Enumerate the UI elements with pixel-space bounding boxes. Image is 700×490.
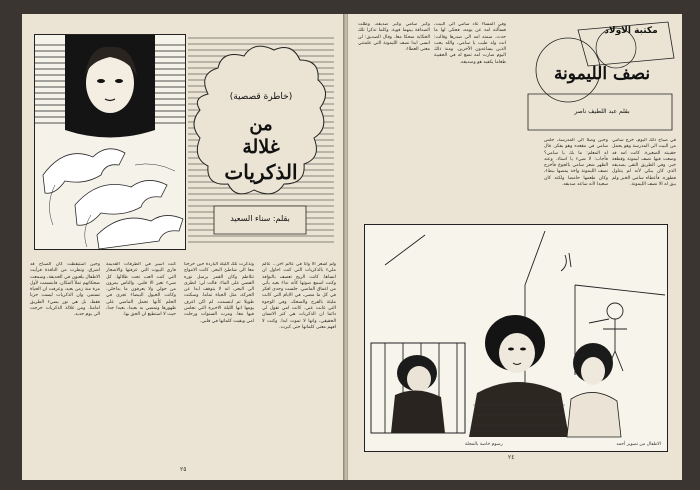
left-page-column-4 xyxy=(30,262,100,462)
column-text: كنت اسير في الطرقات القديمة فارى البيوت التي عرفتها والاشجار التي كنت العب تحت ظلالها. كل شيء تغير الا قلبي. والناس يمرون من حولي ولا يعرفون ما بداخلي. وكانت الخيول البيضاء تجري في الحلم كأنها تحمل الماضي على ظهورها وتمضي به بعيدا، بعيدا جدا، حيث لا استطيع ان الحق بها. xyxy=(106,262,176,318)
left-page-column-2 xyxy=(184,262,254,462)
right-page xyxy=(348,14,682,480)
column-text: وحين استيقظت كان الصباح قد اشرق، ونظرت من النافذة فرأيت الاطفال يلعبون في الحديقة، وسمعت ضحكاتهم تملأ المكان. فابتسمت لأول مرة منذ زمن بعيد، وعرفت ان الحياة تستمر، وان الذكريات ليست حزنا فقط، بل هي نور يضيء الطريق امامنا. ومن غلالة الذكريات خرجت الى يوم جديد. xyxy=(30,262,100,318)
left-page-number: ٢٥ xyxy=(180,466,187,473)
right-page-column-3 xyxy=(434,22,506,218)
children-window-drawing xyxy=(365,225,667,451)
right-page-column-4 xyxy=(358,22,430,218)
right-page-number: ٢٤ xyxy=(508,454,515,461)
right-page-column-2 xyxy=(544,138,608,218)
column-text: وفي المساء عاد سامي الى البيت، فسألته امه عن يومه، فحكى لها ما حدث. ضمته امه الى صدرها وقالت: انت ولد طيب يا سامي، والله يحب الذين يساعدون الآخرين. ومنذ ذلك اليوم صارت امه تضع له في الحقيبة طعاما يكفيه هو وصديقه. xyxy=(434,22,506,65)
story-title-line-1: من xyxy=(249,114,273,135)
column-text: وكبر سامي وكبر صديقه، وظلت الصداقة بينهما قوية. وكلما تذكرا تلك الحكاية ضحكا معا، وقال الصديق: لن انسى ابدا نصف الليمونة التي علمتني معنى العطاء. xyxy=(358,22,430,53)
section-header-label: مكتبة الاولاد xyxy=(604,26,658,36)
woman-horses-drawing xyxy=(35,35,185,249)
section-label: (خاطرة قصصية) xyxy=(229,92,293,102)
illustration-caption-left: رسوم خاصة بالمجلة xyxy=(465,442,503,447)
column-text: وحين وصلا الى المدرسة، جلس سامي في مقعده وهو يفكر. قال له المعلم: ما بك يا سامي؟ فأجاب: لا شيء يا استاذ. وعند الظهر شعر سامي بالجوع فأخرج نصف الليمونة واخذ يمصها ببطء، وكان طعمها حامضا ولكنه كان سعيدا لأنه ساعد صديقه. xyxy=(544,138,608,188)
story-author: بقلم: سناء السعيد xyxy=(230,214,290,223)
story-title-block xyxy=(188,34,334,246)
story-title-line-2: غلالة xyxy=(242,136,280,158)
column-text: ولم اشعر الا وانا فى عالم آخر... عالم مليء بالذكريات التي كنت احاول ان انساها. كانت الريح تعصف بالنوافذ وكنت اسمع صوتها كأنه نداء بعيد يأتي من اعماق الماضي. جلست وحدي افكر في كل ما مضى، في الايام التي كانت مليئة بالفرح والضحك، وفي الوجوه التي غابت عني. كانت امي تقول لي دائما ان الذكريات هي كنز الانسان الحقيقي، وانها لا تموت ابدا. وكنت لا افهم معنى كلماتها حتى كبرت. xyxy=(262,262,336,330)
column-text: وتذكرت تلك الليلة الباردة حين خرجنا معا الى شاطئ البحر. كانت الامواج تتلاطم وكان القمر يرسل نوره الفضي على الماء. قالت لي: انظري الى البحر، انه لا يتوقف ابدا عن الحركة، مثل الحياة تماما. وسكتت طويلا ثم ابتسمت. لم اكن اعرف يومها انها الليلة الاخيرة التي نجلس فيها معا. ومرت السنوات ورحلت امي وبقيت كلماتها في قلبي. xyxy=(184,262,254,324)
story-author: بقلم عبد اللطيف ناصر xyxy=(574,108,630,115)
column-text: في صباح ذلك اليوم، خرج سامي من البيت الى المدرسة وهو يحمل حقيبته الصغيرة. كانت امه قد وضعت فيها نصف ليمونة وقطعة خبز. وفي الطريق التقى بصديقه الذي كان يبكي لأنه لم يتناول فطوره. فأعطاه سامي الخبز ولم يبق له الا نصف الليمونة. xyxy=(612,138,676,188)
woman-horses-illustration xyxy=(34,34,186,250)
story-title-line-3: الذكريات xyxy=(224,160,298,184)
story-title: نصف الليمونة xyxy=(553,64,651,84)
left-page-column-1 xyxy=(262,262,336,462)
left-page-column-3 xyxy=(106,262,176,462)
left-page xyxy=(22,14,344,480)
children-window-illustration xyxy=(364,224,668,452)
right-page-column-1 xyxy=(612,138,676,218)
illustration-caption-right: الاطفال من تصوير أحمد xyxy=(616,442,661,447)
